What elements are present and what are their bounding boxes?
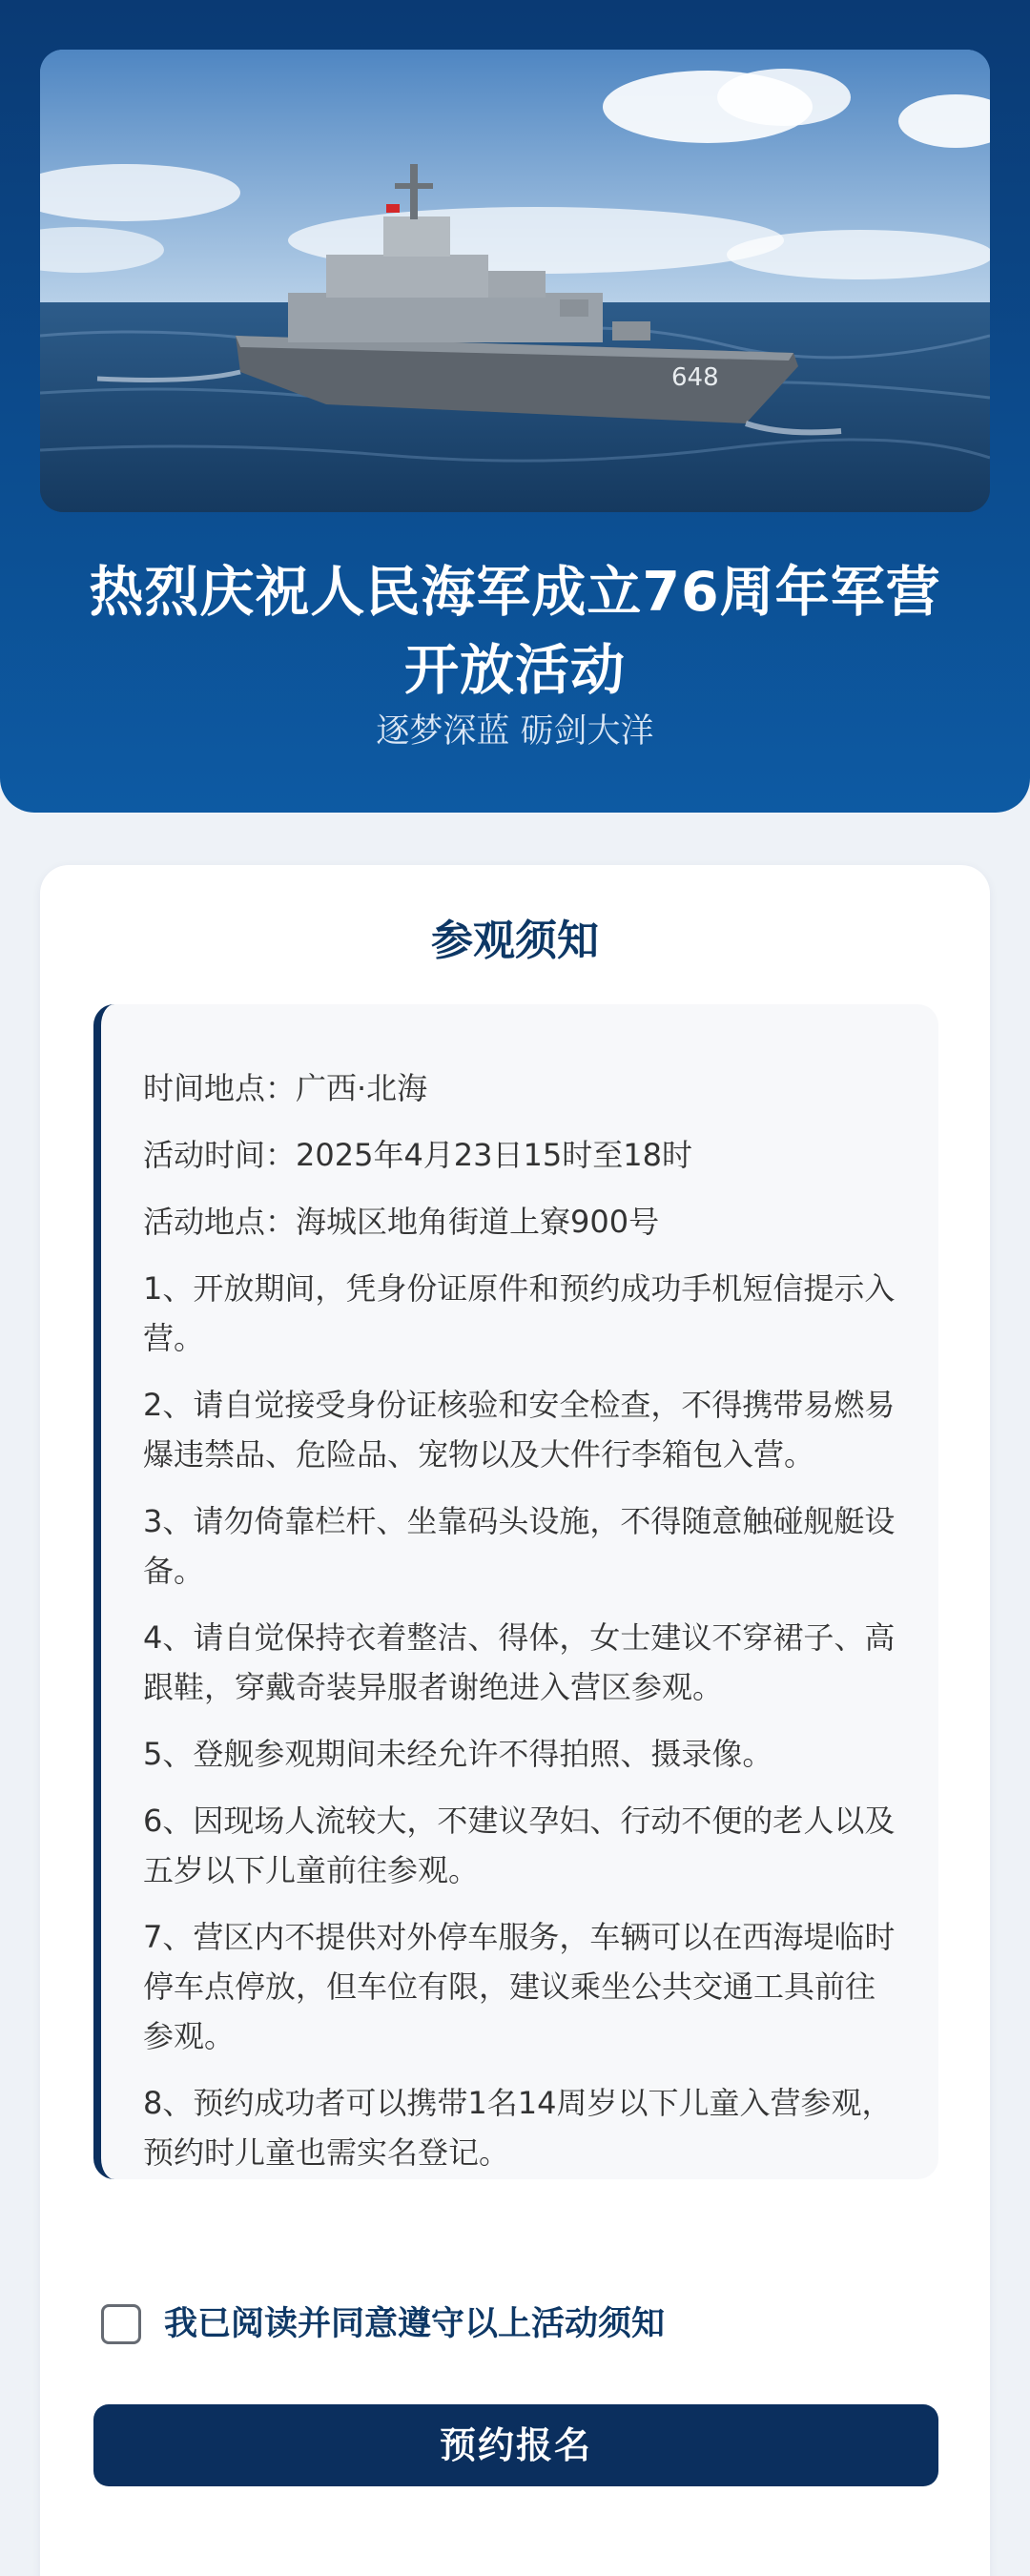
page-subtitle: 逐梦深蓝 砺剑大洋	[376, 712, 654, 751]
warship-image	[40, 50, 990, 512]
agreement-row[interactable]	[101, 2300, 665, 2348]
submit-button[interactable]: 预约报名	[93, 2404, 938, 2486]
notice-line: 5、登舰参观期间未经允许不得拍照、摄录像。	[143, 1736, 773, 1772]
notice-line: 2、请自觉接受身份证核验和安全检查，不得携带易燃易爆违禁品、危险品、宠物以及大件行李箱包入营。	[143, 1387, 896, 1473]
notice-line: 4、请自觉保持衣着整洁、得体，女士建议不穿裙子、高跟鞋，穿戴奇装异服者谢绝进入营区参观。	[143, 1619, 896, 1705]
notice-card	[40, 865, 990, 2576]
page-title-line2: 开放活动	[404, 639, 626, 702]
notice-line: 7、营区内不提供对外停车服务，车辆可以在西海堤临时停车点停放，但车位有限，建议乘坐公共交通工具前往参观。	[143, 1919, 896, 2054]
notice-line: 时间地点：广西·北海	[143, 1070, 428, 1106]
page-title	[38, 553, 992, 710]
notice-line: 活动时间：2025年4月23日15时至18时	[143, 1137, 692, 1173]
page-title-line1: 热烈庆祝人民海军成立76周年军营	[89, 561, 941, 624]
hull-number: 648	[671, 363, 719, 392]
notice-line: 8、预约成功者可以携带1名14周岁以下儿童入营参观，预约时儿童也需实名登记。	[143, 2085, 893, 2171]
notice-box	[93, 1004, 938, 2179]
agreement-checkbox[interactable]	[101, 2304, 141, 2344]
notice-line: 6、因现场人流较大，不建议孕妇、行动不便的老人以及五岁以下儿童前往参观。	[143, 1803, 896, 1888]
notice-line: 活动地点：海城区地角街道上寮900号	[143, 1204, 660, 1240]
notice-line: 1、开放期间，凭身份证原件和预约成功手机短信提示入营。	[143, 1270, 896, 1356]
warship-photo	[40, 50, 990, 512]
notice-title: 参观须知	[431, 917, 599, 965]
agreement-label[interactable]: 我已阅读并同意遵守以上活动须知	[164, 2305, 666, 2343]
notice-line: 3、请勿倚靠栏杆、坐靠码头设施，不得随意触碰舰艇设备。	[143, 1503, 896, 1589]
page-header	[0, 0, 1030, 813]
